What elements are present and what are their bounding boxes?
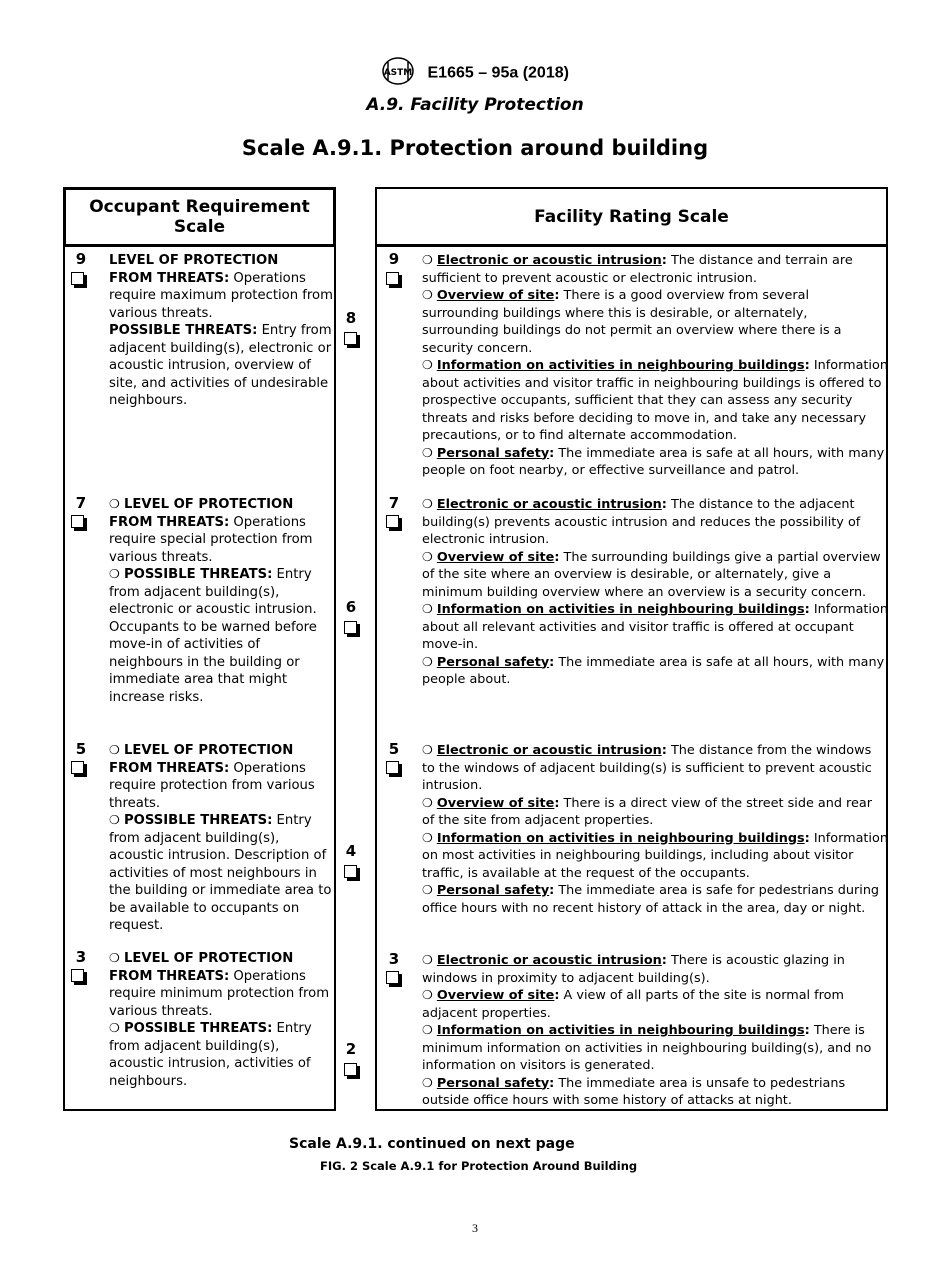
occupant-requirement-5: ❍ LEVEL OF PROTECTION FROM THREATS: Operations require protection from various threats. ❍ POSSIBLE THREATS: Entry from adjacent building(s), acoustic intrusion. Description of activities of most neighbours in the building or immediate area to be available to occupants on request. <box>109 743 332 933</box>
checkbox-icon[interactable] <box>386 971 399 984</box>
checkbox-icon[interactable] <box>344 332 357 345</box>
occupant-level-number: 3 <box>75 948 87 966</box>
checkbox-icon[interactable] <box>386 515 399 528</box>
occupant-level-number: 9 <box>75 250 87 268</box>
facility-rating-3: ❍ Electronic or acoustic intrusion: There is acoustic glazing in windows in proximity to adjacent building(s). ❍ Overview of site: A view of all parts of the site is normal from adjacent properties. ❍ Information on activities in neighbouring buildings: There is minimum information on activities in neighbouring building(s), and no information on visitors is generated. ❍ Personal safety: The immediate area is unsafe to pedestrians outside office hours with some history of attacks at night. <box>422 953 872 1108</box>
document-header <box>0 56 950 91</box>
designation: E1665 – 95a (2018) <box>427 64 569 82</box>
checkbox-icon[interactable] <box>71 515 84 528</box>
facility-header: Facility Rating Scale <box>375 187 888 247</box>
checkbox-icon[interactable] <box>344 865 357 878</box>
svg-text:ASTM: ASTM <box>383 68 413 78</box>
figure-caption: FIG. 2 Scale A.9.1 for Protection Around Building <box>320 1159 638 1173</box>
intermediate-level-number: 6 <box>345 598 357 616</box>
facility-level-number: 5 <box>388 740 400 758</box>
checkbox-icon[interactable] <box>71 969 84 982</box>
checkbox-icon[interactable] <box>386 272 399 285</box>
section-title: A.9. Facility Protection <box>366 95 584 115</box>
intermediate-level-number: 2 <box>345 1040 357 1058</box>
facility-level-number: 7 <box>388 494 400 512</box>
facility-level-number: 3 <box>388 950 400 968</box>
occupant-level-number: 7 <box>75 494 87 512</box>
facility-rating-9: ❍ Electronic or acoustic intrusion: The distance and terrain are sufficient to prevent acoustic or electronic intrusion. ❍ Overview of site: There is a good overview from several surrounding buildings where this is desirable, or alternately, surrounding buildings do not permit an overview where there is a security concern. ❍ Information on activities in neighbouring buildings: Information about activities and visitor traffic in neighbouring buildings is offered to prospective occupants, sufficient that they can assess any security threats and risks before deciding to move in, and take any necessary precautions, or to find alternate accommodation. ❍ Personal safety: The immediate area is safe at all hours, with many people on foot nearby, or effective surveillance and patrol. <box>422 253 888 478</box>
occupant-requirement-7: ❍ LEVEL OF PROTECTION FROM THREATS: Operations require special protection from various threats. ❍ POSSIBLE THREATS: Entry from adjacent building(s), electronic or acoustic intrusion. Occupants to be warned before move-in of activities of neighbours in the building or immediate area that might increase risks. <box>109 497 317 705</box>
intermediate-level-number: 8 <box>345 309 357 327</box>
checkbox-icon[interactable] <box>386 761 399 774</box>
checkbox-icon[interactable] <box>344 1063 357 1076</box>
occupant-header: Occupant Requirement Scale <box>63 187 336 247</box>
continued-note: Scale A.9.1. continued on next page <box>289 1136 575 1152</box>
facility-level-number: 9 <box>388 250 400 268</box>
scale-title: Scale A.9.1. Protection around building <box>241 136 709 160</box>
astm-logo-icon <box>381 56 415 91</box>
facility-rating-7: ❍ Electronic or acoustic intrusion: The distance to the adjacent building(s) prevents acoustic intrusion and reduces the possibility of electronic intrusion. ❍ Overview of site: The surrounding buildings give a partial overview of the site where an overview is desirable, or alternately, give a minimum building overview where an overview is a security concern. ❍ Information on activities in neighbouring buildings: Information about all relevant activities and visitor traffic is offered at occupant move-in. ❍ Personal safety: The immediate area is safe at all hours, with many people about. <box>422 497 888 687</box>
occupant-requirement-3: ❍ LEVEL OF PROTECTION FROM THREATS: Operations require minimum protection from various threats. ❍ POSSIBLE THREATS: Entry from adjacent building(s), acoustic intrusion, activities of neighbours. <box>109 951 330 1089</box>
checkbox-icon[interactable] <box>71 761 84 774</box>
occupant-level-number: 5 <box>75 740 87 758</box>
occupant-requirement-9: LEVEL OF PROTECTION FROM THREATS: Operations require maximum protection from various threats. POSSIBLE THREATS: Entry from adjacent building(s), electronic or acoustic intrusion, overview of site, and activities of undesirable neighbours. <box>109 253 333 408</box>
intermediate-level-number: 4 <box>345 842 357 860</box>
page-number: 3 <box>472 1221 478 1235</box>
checkbox-icon[interactable] <box>71 272 84 285</box>
facility-rating-5: ❍ Electronic or acoustic intrusion: The distance from the windows to the windows of adjacent building(s) is sufficient to prevent acoustic intrusion. ❍ Overview of site: There is a direct view of the street side and rear of the site from adjacent properties. ❍ Information on activities in neighbouring buildings: Information on most activities in neighbouring buildings, including about visitor traffic, is available at the request of the occupants. ❍ Personal safety: The immediate area is safe for pedestrians during office hours with no recent history of attack in the area, day or night. <box>422 743 888 916</box>
checkbox-icon[interactable] <box>344 621 357 634</box>
